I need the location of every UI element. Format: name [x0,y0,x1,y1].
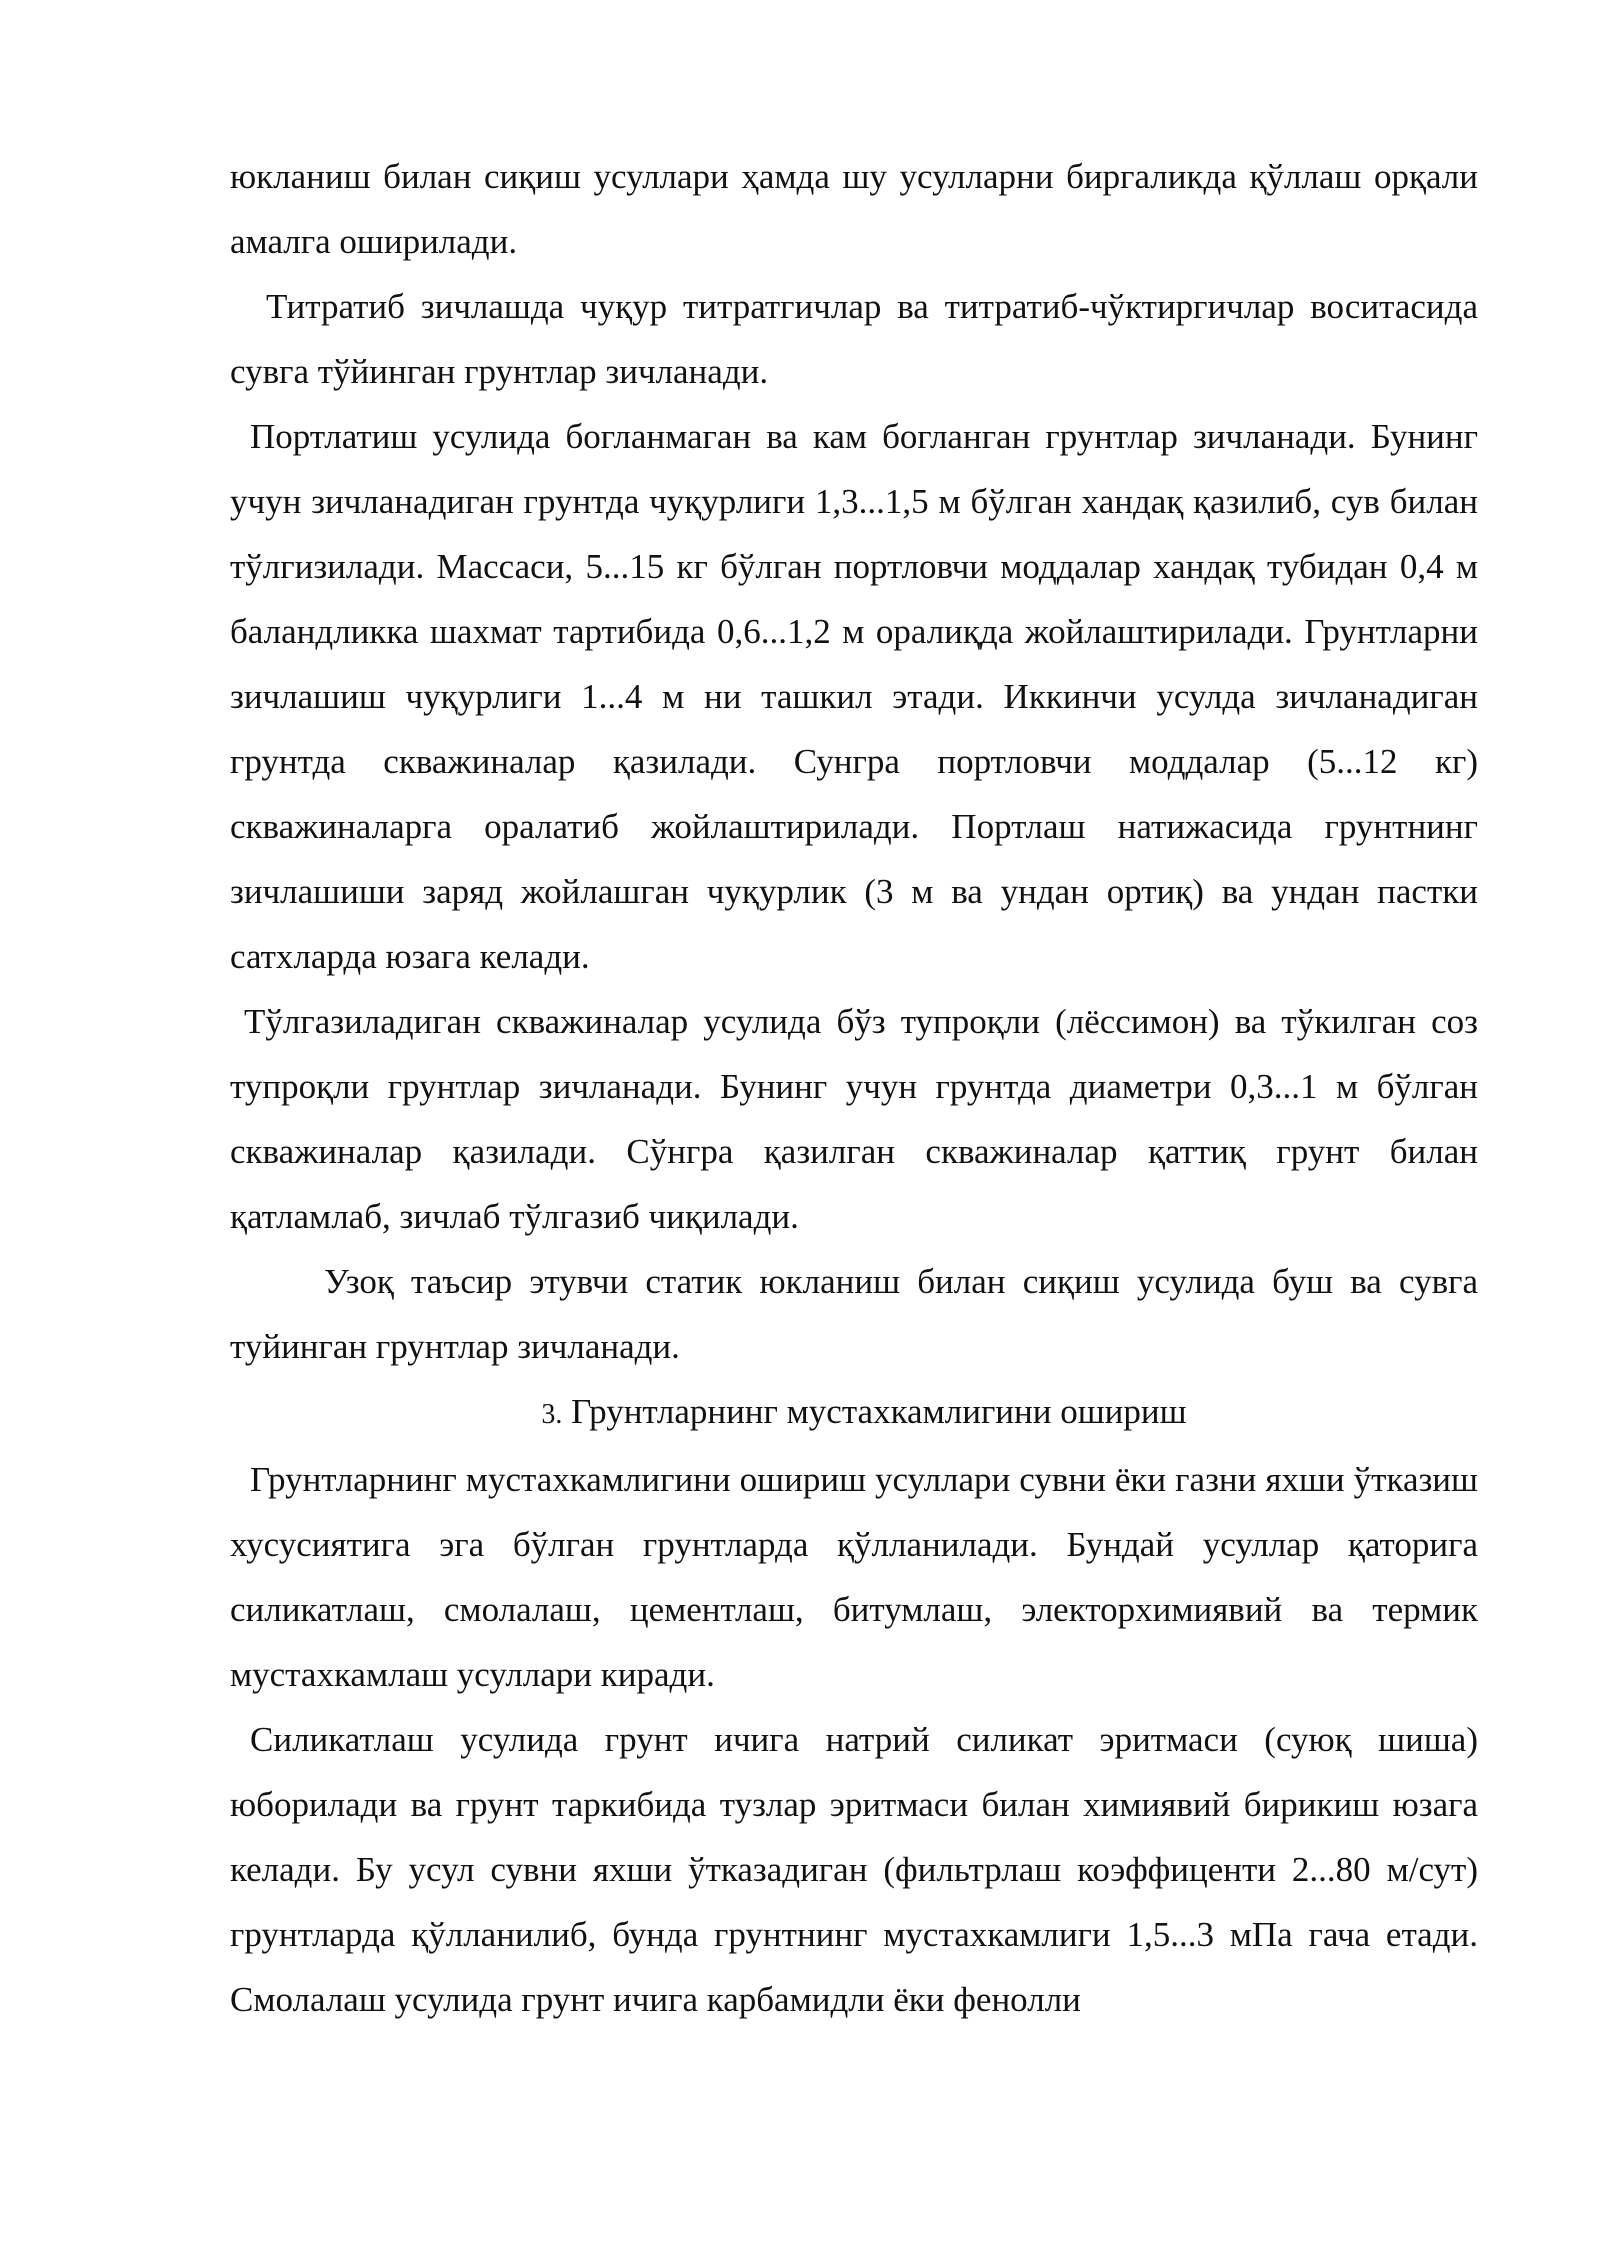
paragraph-loading-methods: юкланиш билан сиқиш усуллари ҳамда шу усулларни биргаликда қўллаш орқали амалга оширилади. [230,157,1478,261]
paragraph-static-loading: Узоқ таъсир этувчи статик юкланиш билан сиқиш усулида буш ва сувга туйинган грунтлар зичланади. [230,1262,1478,1366]
paragraph-strengthening-methods: Грунтларнинг мустахкамлигини ошириш усуллари сувни ёки газни яхши ўтказиш хусусиятига эга бўлган грунтларда қўлланилади. Бундай усуллар қаторига силикатлаш, смолалаш, цементлаш, битумлаш, электорхимиявий ва термик мустахкамлаш усуллари киради. [230,1460,1478,1694]
section-heading [230,1379,1478,1447]
section-number: 3. [541,1399,563,1430]
paragraph-filled-boreholes: Тўлгазиладиган скважиналар усулида бўз тупроқли (лёссимон) ва тўкилган соз тупроқли грунтлар зичланади. Бунинг учун грунтда диаметри 0,3...1 м бўлган скважиналар қазилади. Сўнгра қазилган скважиналар қаттиқ грунт билан қатламлаб, зичлаб тўлгазиб чиқилади. [230,1002,1478,1236]
section-title: Грунтларнинг мустахкамлигини ошириш [571,1392,1187,1431]
document-page [230,144,1478,2032]
paragraph-vibration-compaction: Титратиб зичлашда чуқур титратгичлар ва титратиб-чўктиргичлар воситасида сувга тўйинган грунтлар зичланади. [230,287,1478,391]
paragraph-blasting-method: Портлатиш усулида богланмаган ва кам богланган грунтлар зичланади. Бунинг учун зичланадиган грунтда чуқурлиги 1,3...1,5 м бўлган хандақ қазилиб, сув билан тўлгизилади. Массаси, 5...15 кг бўлган портловчи моддалар хандақ тубидан 0,4 м баландликка шахмат тартибида 0,6...1,2 м оралиқда жойлаштирилади. Грунтларни зичлашиш чуқурлиги 1...4 м ни ташкил этади. Иккинчи усулда зичланадиган грунтда скважиналар қазилади. Сунгра портловчи моддалар (5...12 кг) скважиналарга оралатиб жойлаштирилади. Портлаш натижасида грунтнинг зичлашиши заряд жойлашган чуқурлик (3 м ва ундан ортиқ) ва ундан пастки сатхларда юзага келади. [230,417,1478,976]
paragraph-silicatization: Силикатлаш усулида грунт ичига натрий силикат эритмаси (суюқ шиша) юборилади ва грунт таркибида тузлар эритмаси билан химиявий бирикиш юзага келади. Бу усул сувни яхши ўтказадиган (фильтрлаш коэффиценти 2...80 м/сут) грунтларда қўлланилиб, бунда грунтнинг мустахкамлиги 1,5...3 мПа гача етади. Смолалаш усулида грунт ичига карбамидли ёки фенолли [230,1720,1478,2019]
